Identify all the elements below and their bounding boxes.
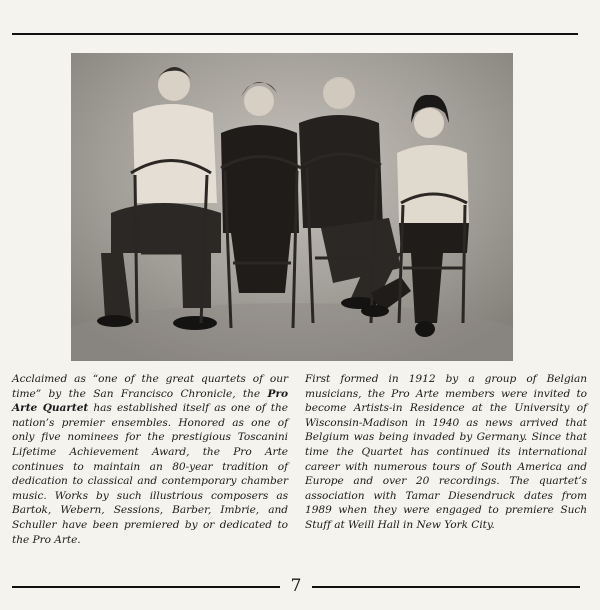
page-number: 7 xyxy=(290,576,302,596)
left-column-text xyxy=(12,372,288,547)
right-column-text xyxy=(305,372,587,533)
footer-rule-right xyxy=(312,586,580,588)
ensemble-name: Pro Arte Quartet xyxy=(12,387,288,415)
left-text-after: has established itself as one of the nation’s premier ensembles. Honored as one of only five nominees for the prestigious Toscanini Lifetime Achievement Award, the Pro Arte continues to maintain an 80-year tradition of dedication to classical and contemporary chamber music. Works by such illustrious composers as Bartok, Webern, Sessions, Barber, Imbrie, and Schuller have been premiered by or dedicated to the Pro Arte. xyxy=(12,402,288,546)
quartet-photo xyxy=(71,53,513,361)
left-text-before: Acclaimed as “one of the great quartets of our time” by the San Francisco Chronicle, the xyxy=(12,373,288,400)
page-footer xyxy=(12,577,580,597)
right-paragraph: First formed in 1912 by a group of Belgian musicians, the Pro Arte members were invited to become Artists-in Residence at the University of Wisconsin-Madison in 1940 as news arrived that Belgium was being invaded by Germany. Since that time the Quartet has continued its international career with numerous tours of South America and Europe and over 20 recordings. The quartet’s association with Tamar Diesendruck dates from 1989 when they were engaged to premiere Such Stuff at Weill Hall in New York City. xyxy=(305,373,587,531)
left-paragraph xyxy=(12,372,288,547)
top-rule xyxy=(12,33,578,35)
footer-rule-left xyxy=(12,586,280,588)
quartet-photo-illustration xyxy=(71,53,513,361)
